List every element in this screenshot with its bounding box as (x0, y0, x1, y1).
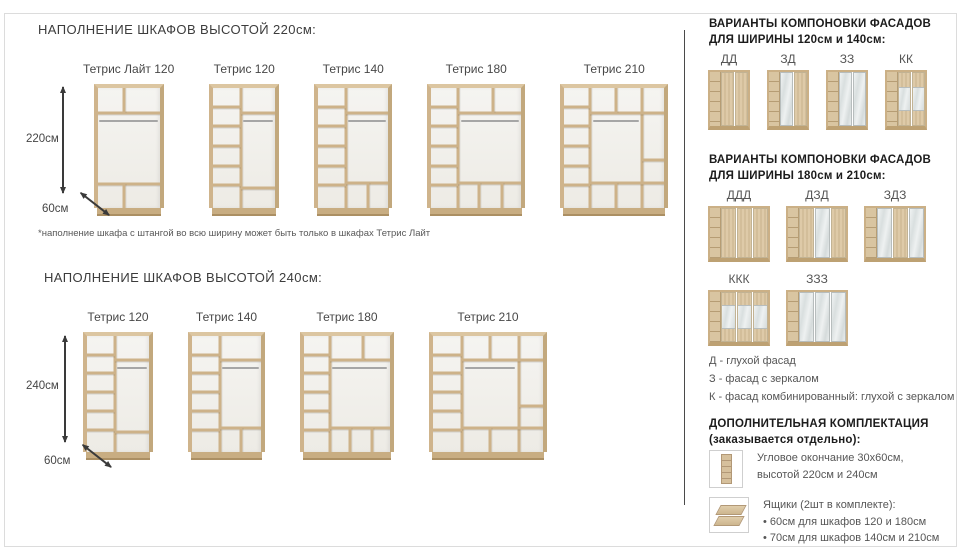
facade-variant (885, 52, 927, 130)
door-wood (794, 72, 807, 126)
side-shelves (710, 208, 721, 258)
drawers-icon (709, 497, 749, 533)
facades-small-title (709, 16, 931, 48)
extra-item-text (757, 450, 904, 483)
facade-box (708, 70, 750, 130)
combo-mirror (913, 87, 924, 112)
shelf (564, 125, 590, 128)
combo-wood-bottom (722, 329, 735, 341)
height-arrow-240 (64, 336, 66, 442)
shelf (192, 410, 220, 413)
facade-box (767, 70, 809, 130)
divider (370, 428, 373, 452)
divider (641, 88, 644, 208)
wardrobe-box (300, 332, 394, 452)
combo-wood-bottom (738, 329, 751, 341)
shelf (87, 372, 115, 375)
hanging-rod (243, 120, 273, 122)
title-line: ДЛЯ ШИРИНЫ 120см и 140см: (709, 34, 886, 46)
facade-variant (767, 52, 809, 130)
shelf (318, 106, 346, 109)
shelf (433, 410, 462, 413)
facades-large-title (709, 152, 931, 184)
door-combo (721, 292, 736, 342)
wardrobe (427, 62, 525, 216)
extra-item-line: • 60см для шкафов 120 и 180см (763, 515, 927, 528)
shelf (192, 353, 220, 356)
wardrobe-box (83, 332, 153, 452)
wardrobe-box (188, 332, 265, 452)
door-wood (737, 208, 752, 258)
depth-label-220: 60см (42, 203, 69, 215)
shelf (564, 184, 590, 187)
divider (501, 183, 504, 208)
wardrobe-base (563, 208, 665, 216)
title-line: ВАРИАНТЫ КОМПОНОВКИ ФАСАДОВ (709, 154, 931, 166)
legend-item: Д - глухой фасад (709, 355, 796, 367)
wardrobe (83, 62, 174, 216)
wardrobe-box (427, 84, 525, 208)
doors (721, 208, 768, 258)
wardrobe-row-220 (83, 62, 668, 216)
hanging-rod (461, 120, 519, 122)
side-shelves (769, 72, 780, 126)
wardrobe-base (303, 452, 391, 460)
hanging-rod (332, 367, 387, 369)
divider (122, 184, 125, 208)
shelf (213, 144, 241, 147)
doors (839, 72, 866, 126)
extras-title (709, 416, 929, 448)
wardrobe-box (94, 84, 164, 208)
wardrobe-box (314, 84, 392, 208)
shelf (87, 353, 115, 356)
wardrobe-figure (94, 84, 164, 216)
facade-variant (864, 188, 926, 262)
facade-legend (709, 352, 954, 406)
facade-box (786, 290, 848, 346)
combo-wood-bottom (913, 111, 924, 125)
extra-item-line: Ящики (2шт в комплекте): (763, 499, 896, 511)
wardrobe-box (560, 84, 668, 208)
wardrobe-figure (429, 332, 547, 460)
doors (780, 72, 807, 126)
wardrobe-label: Тетрис 120 (213, 62, 275, 76)
extra-item-line: Угловое окончание 30х60см, (757, 452, 904, 464)
hanging-rod (117, 367, 147, 369)
shelf (98, 183, 160, 186)
shelf (87, 390, 115, 393)
depth-label-240: 60см (44, 455, 71, 467)
facade-variant-label: ДДД (726, 188, 752, 202)
hanging-rod (99, 120, 157, 122)
shelf (241, 112, 275, 115)
height-label-220: 220см (26, 133, 59, 145)
facade-box (786, 206, 848, 262)
corner-end-icon (709, 450, 743, 488)
shelf (213, 165, 241, 168)
wardrobe-base (432, 452, 544, 460)
shelf (213, 184, 241, 187)
doors (799, 208, 846, 258)
facade-variant-label: ЗД (780, 52, 796, 66)
wardrobe-figure (427, 84, 525, 216)
divider (492, 88, 495, 113)
divider (615, 183, 618, 208)
height-label-240: 240см (26, 380, 59, 392)
facade-variant-label: ККК (728, 272, 750, 286)
door-mirror (877, 208, 892, 258)
drawer (713, 516, 744, 526)
shelf (318, 165, 346, 168)
shelf (519, 426, 543, 429)
doors (799, 292, 846, 342)
facade-variant-label: ДД (720, 52, 738, 66)
panel-divider (684, 30, 685, 505)
wardrobe-label: Тетрис 180 (316, 310, 378, 324)
facade-box (885, 70, 927, 130)
facade-variant-label: ЗЗЗ (806, 272, 828, 286)
wardrobe-label: Тетрис 140 (322, 62, 384, 76)
door-wood (753, 208, 768, 258)
legend-item: З - фасад с зеркалом (709, 373, 819, 385)
facade-variants-large-row2 (708, 272, 848, 346)
hanging-rod (348, 120, 386, 122)
shelf (304, 353, 330, 356)
wardrobe-box (429, 332, 547, 452)
combo-mirror (722, 305, 735, 328)
door-mirror (853, 72, 866, 126)
wardrobe-figure (83, 332, 153, 460)
wardrobe-figure (300, 332, 394, 460)
shelf (431, 184, 458, 187)
combo-wood-bottom (754, 329, 767, 341)
facade-variant-label: ЗЗ (839, 52, 855, 66)
wardrobe (209, 62, 279, 216)
shelf (87, 410, 115, 413)
wardrobe-base (212, 208, 276, 216)
section-240-title: НАПОЛНЕНИЕ ШКАФОВ ВЫСОТОЙ 240см: (44, 270, 323, 285)
shelf (433, 428, 462, 431)
wardrobe-label: Тетрис 210 (583, 62, 645, 76)
door-mirror (839, 72, 852, 126)
extra-item (709, 497, 939, 547)
facade-box (864, 206, 926, 262)
door-wood (721, 72, 734, 126)
divider (362, 336, 365, 360)
divider (489, 336, 492, 360)
facade-variant (708, 52, 750, 130)
facade-box (708, 206, 770, 262)
shelf (213, 125, 241, 128)
shelf (213, 106, 241, 109)
wardrobe-base (430, 208, 522, 216)
title-line: ДОПОЛНИТЕЛЬНАЯ КОМПЛЕКТАЦИЯ (709, 418, 929, 430)
shelf (304, 428, 330, 431)
shelf (564, 106, 590, 109)
shelf (304, 372, 330, 375)
shelf (192, 428, 220, 431)
shelf (318, 125, 346, 128)
divider (348, 428, 351, 452)
side-shelves (866, 208, 877, 258)
shelf (642, 159, 664, 162)
divider (615, 88, 618, 113)
shelf (458, 181, 521, 184)
wardrobe-label: Тетрис 120 (87, 310, 149, 324)
door-combo (753, 292, 768, 342)
shelf (87, 428, 115, 431)
door-mirror (831, 292, 846, 342)
shelf (431, 125, 458, 128)
doors (877, 208, 924, 258)
facade-variant (826, 52, 868, 130)
wardrobe-base (191, 452, 262, 460)
shelf (241, 186, 275, 189)
shelf (519, 359, 543, 362)
hanging-rod (465, 367, 516, 369)
extra-item-line: высотой 220см и 240см (757, 468, 878, 481)
combo-mirror (738, 305, 751, 328)
combo-mirror (754, 305, 767, 328)
title-line: (заказывается отдельно): (709, 434, 861, 446)
extra-item (709, 450, 939, 488)
facade-variant (786, 188, 848, 262)
drawers-art (715, 503, 743, 527)
door-mirror (815, 208, 830, 258)
wardrobe-figure (209, 84, 279, 216)
title-line: ВАРИАНТЫ КОМПОНОВКИ ФАСАДОВ (709, 18, 931, 30)
divider (517, 336, 520, 452)
door-mirror (909, 208, 924, 258)
shelf (318, 184, 346, 187)
combo-wood-top (722, 293, 735, 305)
combo-mirror (899, 87, 910, 112)
shelf (330, 359, 390, 362)
drawer (715, 505, 746, 515)
facade-variant-label: КК (899, 52, 913, 66)
side-shelves (788, 208, 799, 258)
wardrobe (314, 62, 392, 216)
title-line: ДЛЯ ШИРИНЫ 180см и 210см: (709, 170, 886, 182)
shelf (431, 144, 458, 147)
legend-item: К - фасад комбинированный: глухой с зеркалом (709, 391, 955, 403)
shelf (330, 426, 390, 429)
shelf (564, 165, 590, 168)
door-combo (737, 292, 752, 342)
door-combo (898, 72, 911, 126)
shelf (642, 181, 664, 184)
doors (721, 292, 768, 342)
shelf (318, 144, 346, 147)
side-shelves (788, 292, 799, 342)
wardrobe-figure (560, 84, 668, 216)
extra-item-line: • 70см для шкафов 140см и 210см (763, 532, 940, 544)
side-shelves (710, 72, 721, 126)
door-wood (799, 208, 814, 258)
facade-variants-large-row1 (708, 188, 926, 262)
shelf (304, 390, 330, 393)
hanging-rod (593, 120, 639, 122)
door-mirror (780, 72, 793, 126)
door-wood (893, 208, 908, 258)
facade-box (826, 70, 868, 130)
shelf (115, 431, 149, 434)
wardrobe (560, 62, 668, 216)
wardrobe (188, 310, 265, 460)
door-wood (721, 208, 736, 258)
shelf (431, 165, 458, 168)
divider (366, 183, 369, 208)
wardrobe-label: Тетрис 180 (445, 62, 507, 76)
facade-variant (708, 272, 770, 346)
shelf (98, 112, 160, 115)
door-mirror (815, 292, 830, 342)
wardrobe (429, 310, 547, 460)
shelf (192, 390, 220, 393)
combo-wood-top (913, 73, 924, 87)
corner-strip (721, 454, 732, 484)
wardrobe-box (209, 84, 279, 208)
combo-wood-top (899, 73, 910, 87)
wardrobe-row-240 (83, 310, 547, 460)
wardrobe-label: Тетрис Лайт 120 (83, 62, 175, 76)
wardrobe-label: Тетрис 140 (195, 310, 258, 324)
shelf (192, 372, 220, 375)
extras-list (709, 450, 939, 556)
shelf (433, 390, 462, 393)
wardrobe (300, 310, 394, 460)
shelf (431, 106, 458, 109)
door-wood (831, 208, 846, 258)
combo-wood-top (754, 293, 767, 305)
shelf (220, 359, 261, 362)
doors (721, 72, 748, 126)
facade-box (708, 290, 770, 346)
door-mirror (799, 292, 814, 342)
shelf (564, 144, 590, 147)
wardrobe-label: Тетрис 210 (457, 310, 519, 324)
shelf (115, 359, 149, 362)
wardrobe-base (317, 208, 389, 216)
shelf (433, 372, 462, 375)
wardrobe-figure (314, 84, 392, 216)
door-combo (912, 72, 925, 126)
wardrobe (83, 310, 153, 460)
hanging-rod (222, 367, 259, 369)
facade-variant-label: ДЗД (805, 188, 829, 202)
height-arrow-220 (62, 87, 64, 193)
facade-variant-label: ЗДЗ (883, 188, 907, 202)
divider (477, 183, 480, 208)
combo-wood-bottom (899, 111, 910, 125)
facade-variant (708, 188, 770, 262)
shelf (642, 112, 664, 115)
wardrobe-figure (188, 332, 265, 460)
doors (898, 72, 925, 126)
divider (122, 88, 125, 113)
divider (239, 428, 242, 452)
shelf (304, 410, 330, 413)
side-shelves (887, 72, 898, 126)
side-shelves (710, 292, 721, 342)
facade-variant (786, 272, 848, 346)
extra-item-text (763, 497, 939, 547)
section-220-title: НАПОЛНЕНИЕ ШКАФОВ ВЫСОТОЙ 220см: (38, 22, 317, 37)
facade-variants-small (708, 52, 927, 130)
divider (489, 428, 492, 452)
side-shelves (828, 72, 839, 126)
shelf (458, 112, 521, 115)
shelf (433, 353, 462, 356)
door-wood (735, 72, 748, 126)
combo-wood-top (738, 293, 751, 305)
shelf (519, 404, 543, 407)
shelf (346, 112, 388, 115)
footnote: *наполнение шкафа с штангой во всю ширину может быть только в шкафах Тетрис Лайт (38, 228, 431, 239)
